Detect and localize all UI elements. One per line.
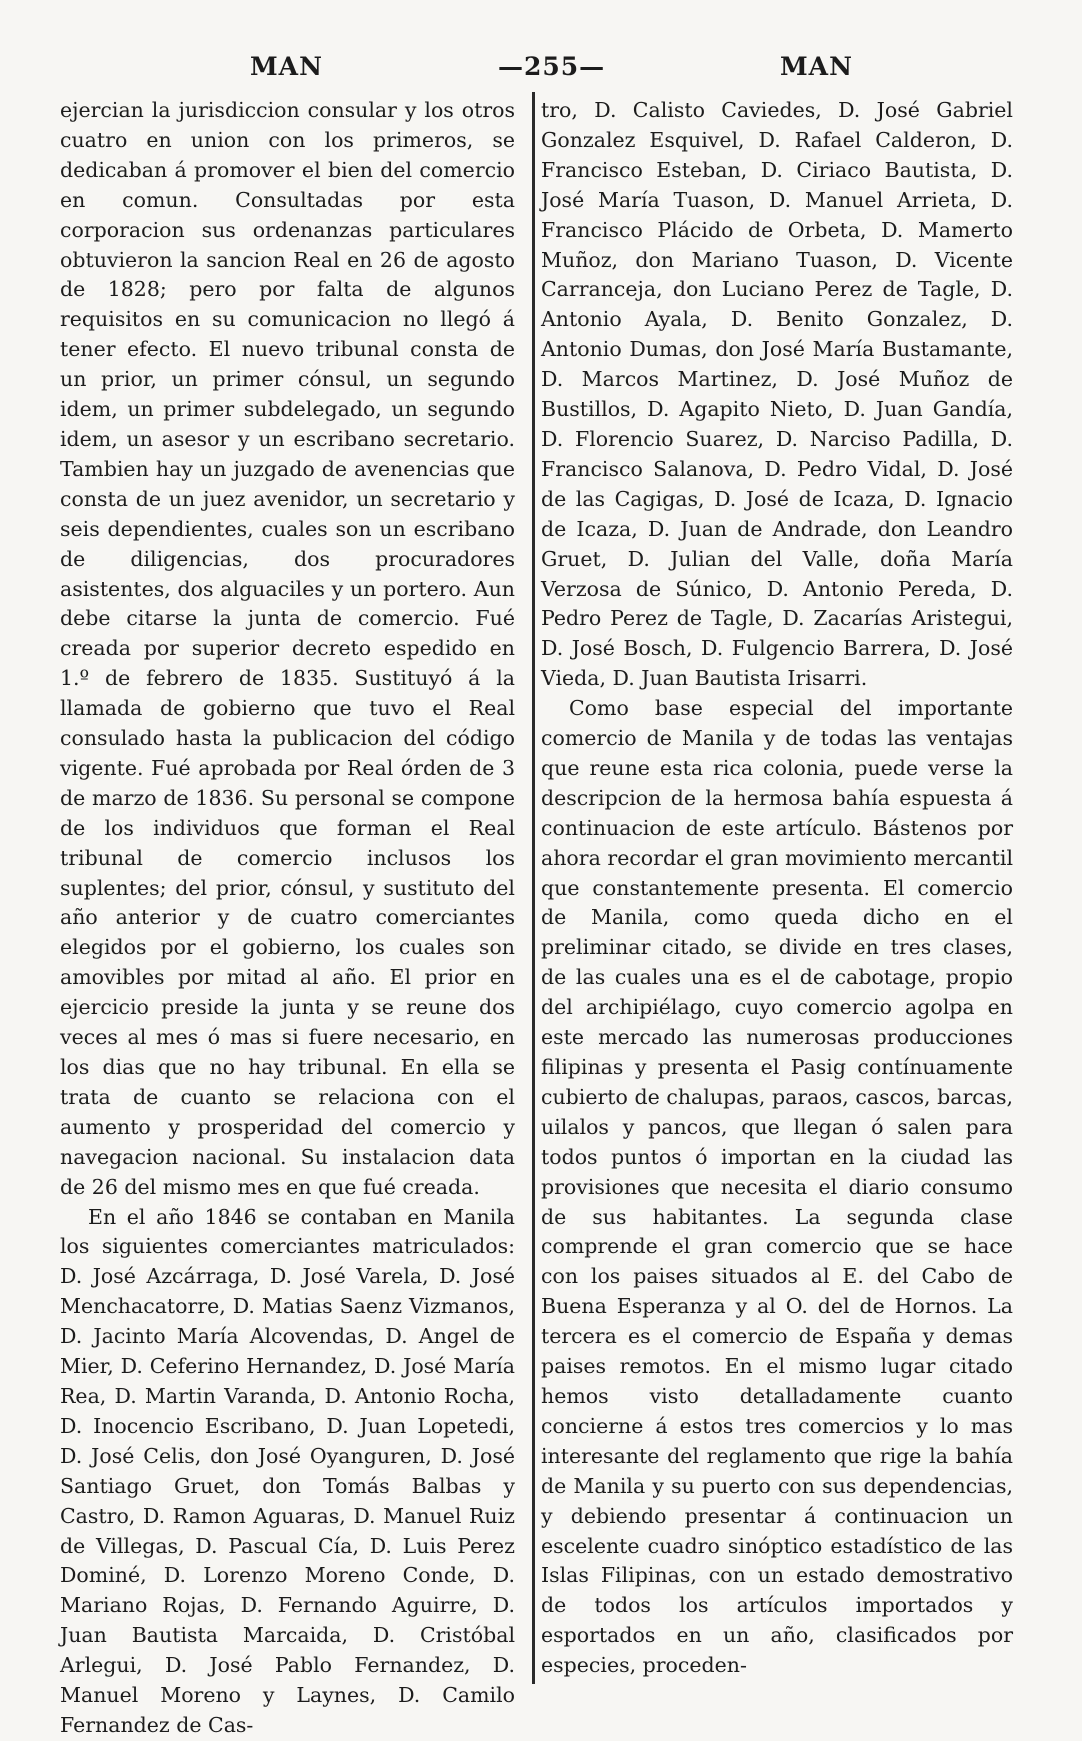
left-column (60, 96, 515, 1741)
running-head-right: MAN (780, 52, 853, 81)
page-number: —255— (498, 52, 606, 81)
paragraph: tro, D. Calisto Caviedes, D. José Gabriel Gonzalez Esquivel, D. Rafael Calderon, D. Francisco Esteban, D. Ciriaco Bautista, D. José María Tuason, D. Manuel Arrieta, D. Francisco Plácido de Orbeta, D. Mamerto Muñoz, don Mariano Tuason, D. Vicente Carranceja, don Luciano Perez de Tagle, D. Antonio Ayala, D. Benito Gonzalez, D. Antonio Dumas, don José María Bustamante, D. Marcos Martinez, D. José Muñoz de Bustillos, D. Agapito Nieto, D. Juan Gandía, D. Florencio Suarez, D. Narciso Padilla, D. Francisco Salanova, D. Pedro Vidal, D. José de las Cagigas, D. José de Icaza, D. Ignacio de Icaza, D. Juan de Andrade, don Leandro Gruet, D. Julian del Valle, doña María Verzosa de Súnico, D. Antonio Pereda, D. Pedro Perez de Tagle, D. Zacarías Aristegui, D. José Bosch, D. Fulgencio Barrera, D. José Vieda, D. Juan Bautista Irisarri. (541, 98, 1013, 691)
paragraph: En el año 1846 se contaban en Manila los siguientes comerciantes matriculados: D. José Azcárraga, D. José Varela, D. José Menchacatorre, D. Matias Saenz Vizmanos, D. Jacinto María Alcovendas, D. Angel de Mier, D. Ceferino Hernandez, D. José María Rea, D. Martin Varanda, D. Antonio Rocha, D. Inocencio Escribano, D. Juan Lopetedi, D. José Celis, don José Oyanguren, D. José Santiago Gruet, don Tomás Balbas y Castro, D. Ramon Aguaras, D. Manuel Ruiz de Villegas, D. Pascual Cía, D. Luis Perez Dominé, D. Lorenzo Moreno Conde, D. Mariano Rojas, D. Fernando Aguirre, D. Juan Bautista Marcaida, D. Cristóbal Arlegui, D. José Pablo Fernandez, D. Manuel Moreno y Laynes, D. Camilo Fernandez de Cas- (60, 1204, 515, 1737)
paragraph: Como base especial del importante comercio de Manila y de todas las ventajas que reune esta rica colonia, puede verse la descripcion de la hermosa bahía espuesta á continuacion de este artículo. Bástenos por ahora recordar el gran movimiento mercantil que constantemente presenta. El comercio de Manila, como queda dicho en el preliminar citado, se divide en tres clases, de las cuales una es el de cabotage, propio del archipiélago, cuyo comercio agolpa en este mercado las numerosas producciones filipinas y presenta el Pasig contínuamente cubierto de chalupas, paraos, cascos, barcas, uilalos y pancos, que llegan ó salen para todos puntos ó importan en la ciudad las provisiones que necesita el diario consumo de sus habitantes. La segunda clase comprende el gran comercio que se hace con los paises situados al E. del Cabo de Buena Esperanza y al O. del de Hornos. La tercera es el comercio de España y demas paises remotos. En el mismo lugar citado hemos visto detalladamente cuanto concierne á estos tres comercios y lo mas interesante del reglamento que rige la bahía de Manila y su puerto con sus dependencias, y debiendo presentar á continuacion un escelente cuadro sinóptico estadístico de las Islas Filipinas, con un estado demostrativo de todos los artículos importados y esportados en un año, clasificados por especies, proceden- (541, 696, 1013, 1678)
running-head-left: MAN (250, 52, 323, 81)
right-column (541, 96, 1013, 1681)
column-divider (532, 92, 535, 1684)
paragraph: ejercian la jurisdiccion consular y los otros cuatro en union con los primeros, se dedicaban á promover el bien del comercio en comun. Consultadas por esta corporacion sus ordenanzas particulares obtuvieron la sancion Real en 26 de agosto de 1828; pero por falta de algunos requisitos en su comunicacion no llegó á tener efecto. El nuevo tribunal consta de un prior, un primer cónsul, un segundo idem, un primer subdelegado, un segundo idem, un asesor y un escribano secretario. Tambien hay un juzgado de avenencias que consta de un juez avenidor, un secretario y seis dependientes, cuales son un escribano de diligencias, dos procuradores asistentes, dos alguaciles y un portero. Aun debe citarse la junta de comercio. Fué creada por superior decreto espedido en 1.º de febrero de 1835. Sustituyó á la llamada de gobierno que tuvo el Real consulado hasta la publicacion del código vigente. Fué aprobada por Real órden de 3 de marzo de 1836. Su personal se compone de los individuos que forman el Real tribunal de comercio inclusos los suplentes; del prior, cónsul, y sustituto del año anterior y de cuatro comerciantes elegidos por el gobierno, los cuales son amovibles por mitad al año. El prior en ejercicio preside la junta y se reune dos veces al mes ó mas si fuere necesario, en los dias que no hay tribunal. En ella se trata de cuanto se relaciona con el aumento y prosperidad del comercio y navegacion nacional. Su instalacion data de 26 del mismo mes en que fué creada. (60, 98, 515, 1199)
